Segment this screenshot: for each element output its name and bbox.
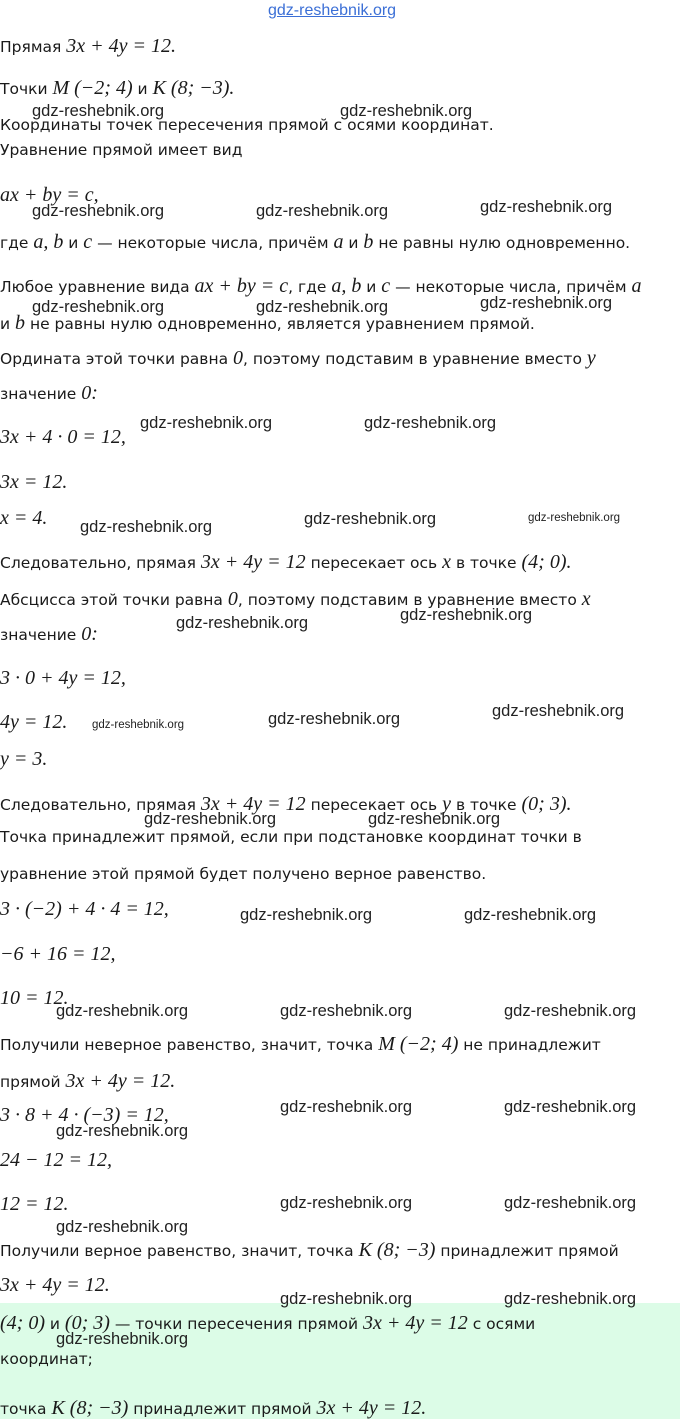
text-line (0, 1032, 601, 1056)
text-line (0, 1192, 69, 1216)
text-segment: значение (0, 626, 82, 644)
math-expression: M (−2; 4) (52, 77, 133, 99)
text-segment: и (132, 80, 153, 98)
text-line (0, 1148, 112, 1172)
math-expression: a (333, 231, 344, 253)
math-expression: 3 · 8 + 4 · (−3) = 12, (0, 1104, 169, 1126)
math-expression: 0 (227, 588, 238, 610)
text-segment: и (0, 315, 16, 333)
math-expression: 3x + 4y = 12. (66, 35, 177, 57)
math-expression: x (581, 588, 591, 610)
watermark: gdz-reshebnik.org (280, 1098, 413, 1116)
math-expression: ax + by = c (194, 275, 289, 297)
text-line (0, 470, 67, 494)
text-segment: значение (0, 385, 82, 403)
text-segment: Прямая (0, 38, 67, 56)
math-expression: K (8; −3) (358, 1239, 436, 1261)
watermark: gdz-reshebnik.org (480, 198, 613, 216)
watermark: gdz-reshebnik.org (400, 606, 533, 624)
watermark: gdz-reshebnik.org (480, 294, 613, 312)
math-expression: 3x + 4y = 12. (316, 1397, 427, 1419)
watermark: gdz-reshebnik.org (56, 1218, 189, 1236)
watermark: gdz-reshebnik.org (56, 1122, 189, 1140)
text-segment: в точке (451, 796, 522, 814)
math-expression: a (631, 275, 642, 297)
math-expression: 3x + 4y = 12. (65, 1070, 176, 1092)
math-expression: x (442, 551, 452, 573)
text-segment: Любое уравнение вида (0, 278, 195, 296)
text-segment: Абсцисса этой точки равна (0, 591, 228, 609)
text-line (0, 1238, 619, 1262)
text-segment: и (63, 234, 84, 252)
text-segment: принадлежит прямой (435, 1242, 619, 1260)
text-segment: Точки (0, 80, 53, 98)
math-expression: 3x + 4 · 0 = 12, (0, 426, 126, 448)
text-segment: и (361, 278, 382, 296)
math-expression: b (15, 312, 26, 334)
text-line (0, 622, 98, 646)
watermark: gdz-reshebnik.org (256, 202, 389, 220)
math-expression: 3x + 4y = 12 (363, 1312, 468, 1334)
math-expression: a, b (331, 275, 362, 297)
math-expression: 3x + 4y = 12 (200, 793, 306, 815)
math-expression: K (8; −3). (152, 77, 235, 99)
math-expression: 3x = 12. (0, 471, 68, 493)
text-segment: , поэтому подставим в уравнение вместо (243, 350, 587, 368)
text-segment: Точка принадлежит прямой, если при подстановке координат точки в (0, 828, 582, 846)
math-expression: y (442, 793, 452, 815)
math-expression: 3 · (−2) + 4 · 4 = 12, (0, 898, 169, 920)
math-expression: K (8; −3) (51, 1397, 129, 1419)
text-segment: принадлежит прямой (128, 1400, 317, 1418)
text-line (0, 550, 571, 574)
watermark: gdz-reshebnik.org (492, 702, 625, 720)
math-expression: (4; 0) (0, 1312, 45, 1334)
text-segment: пересекает ось (305, 554, 443, 572)
text-segment: точка (0, 1400, 52, 1418)
math-expression: (0; 3). (521, 793, 572, 815)
text-line (0, 506, 47, 530)
text-line (0, 425, 126, 449)
text-segment: Координаты точек пересечения прямой с осями координат. (0, 116, 494, 134)
text-line (0, 346, 596, 370)
text-segment: прямой (0, 1073, 66, 1091)
text-line (0, 141, 242, 160)
math-expression: x = 4. (0, 507, 48, 529)
text-segment: где (0, 234, 34, 252)
math-expression: c (83, 231, 93, 253)
text-line (0, 666, 126, 690)
watermark: gdz-reshebnik.org (56, 1002, 189, 1020)
watermark: gdz-reshebnik.org (528, 512, 621, 524)
watermark: gdz-reshebnik.org (144, 810, 277, 828)
watermark: gdz-reshebnik.org (176, 614, 309, 632)
text-segment: — точки пересечения прямой (109, 1315, 364, 1333)
math-expression: (4; 0). (521, 551, 572, 573)
text-line (0, 747, 47, 771)
watermark: gdz-reshebnik.org (280, 1002, 413, 1020)
math-expression: y (586, 347, 596, 369)
watermark: gdz-reshebnik.org (256, 298, 389, 316)
text-segment: Ордината этой точки равна (0, 350, 233, 368)
text-line (0, 381, 98, 405)
text-segment: — некоторые числа, причём (92, 234, 334, 252)
math-expression: (0; 3) (64, 1312, 110, 1334)
watermark: gdz-reshebnik.org (80, 518, 213, 536)
math-expression: a, b (33, 231, 64, 253)
math-expression: 12 = 12. (0, 1193, 69, 1215)
math-expression: 10 = 12. (0, 987, 69, 1009)
text-segment: Следовательно, прямая (0, 554, 201, 572)
watermark-top-link[interactable]: gdz-reshebnik.org (268, 2, 397, 19)
text-line (0, 865, 486, 884)
text-line (0, 1396, 426, 1420)
math-expression: ax + by = c, (0, 184, 99, 206)
watermark: gdz-reshebnik.org (140, 414, 273, 432)
text-segment: пересекает ось (305, 796, 443, 814)
math-expression: b (363, 231, 374, 253)
text-line (0, 710, 67, 734)
text-segment: не принадлежит (458, 1036, 601, 1054)
watermark: gdz-reshebnik.org (240, 906, 373, 924)
text-line (0, 897, 169, 921)
watermark: gdz-reshebnik.org (280, 1290, 413, 1308)
watermark: gdz-reshebnik.org (56, 1330, 189, 1348)
math-expression: c (381, 275, 391, 297)
math-expression: 0 (233, 347, 243, 369)
text-segment: Следовательно, прямая (0, 796, 201, 814)
math-expression: 4y = 12. (0, 711, 68, 733)
text-segment: координат; (0, 1350, 93, 1368)
text-segment: Получили неверное равенство, значит, точка (0, 1036, 379, 1054)
math-expression: 3 · 0 + 4y = 12, (0, 667, 126, 689)
text-segment: не равны нулю одновременно, является уравнением прямой. (25, 315, 535, 333)
watermark: gdz-reshebnik.org (340, 102, 473, 120)
text-segment: и (44, 1315, 65, 1333)
math-expression: M (−2; 4) (378, 1033, 459, 1055)
watermark: gdz-reshebnik.org (464, 906, 597, 924)
text-segment: с осями (467, 1315, 536, 1333)
text-line (0, 1273, 110, 1297)
math-expression: 3x + 4y = 12 (200, 551, 306, 573)
math-expression: 3x + 4y = 12. (0, 1274, 110, 1296)
watermark: gdz-reshebnik.org (92, 719, 185, 731)
text-line (0, 828, 582, 847)
watermark: gdz-reshebnik.org (504, 1098, 637, 1116)
text-line (0, 942, 116, 966)
math-expression: −6 + 16 = 12, (0, 943, 116, 965)
watermark: gdz-reshebnik.org (280, 1194, 413, 1212)
text-segment: , поэтому подставим в уравнение вместо (237, 591, 582, 609)
watermark: gdz-reshebnik.org (32, 102, 165, 120)
text-segment: — некоторые числа, причём (390, 278, 632, 296)
text-line (0, 1069, 175, 1093)
watermark: gdz-reshebnik.org (504, 1194, 637, 1212)
watermark: gdz-reshebnik.org (32, 298, 165, 316)
text-segment: Уравнение прямой имеет вид (0, 141, 243, 159)
math-expression: 24 − 12 = 12, (0, 1149, 112, 1171)
text-segment: и (343, 234, 364, 252)
watermark: gdz-reshebnik.org (364, 414, 497, 432)
watermark: gdz-reshebnik.org (304, 510, 437, 528)
text-segment: в точке (451, 554, 522, 572)
text-line (0, 230, 630, 254)
math-expression: y = 3. (0, 748, 48, 770)
math-expression: 0: (81, 382, 98, 404)
watermark: gdz-reshebnik.org (32, 202, 165, 220)
text-segment: Получили верное равенство, значит, точка (0, 1242, 359, 1260)
text-line (0, 76, 234, 100)
watermark: gdz-reshebnik.org (268, 710, 401, 728)
text-segment: не равны нулю одновременно. (373, 234, 631, 252)
watermark: gdz-reshebnik.org (368, 810, 501, 828)
text-line (0, 1350, 93, 1369)
text-segment: , где (288, 278, 332, 296)
text-line (0, 34, 176, 58)
watermark: gdz-reshebnik.org (504, 1002, 637, 1020)
text-segment: уравнение этой прямой будет получено верное равенство. (0, 865, 487, 883)
watermark: gdz-reshebnik.org (504, 1290, 637, 1308)
math-expression: 0: (81, 623, 98, 645)
